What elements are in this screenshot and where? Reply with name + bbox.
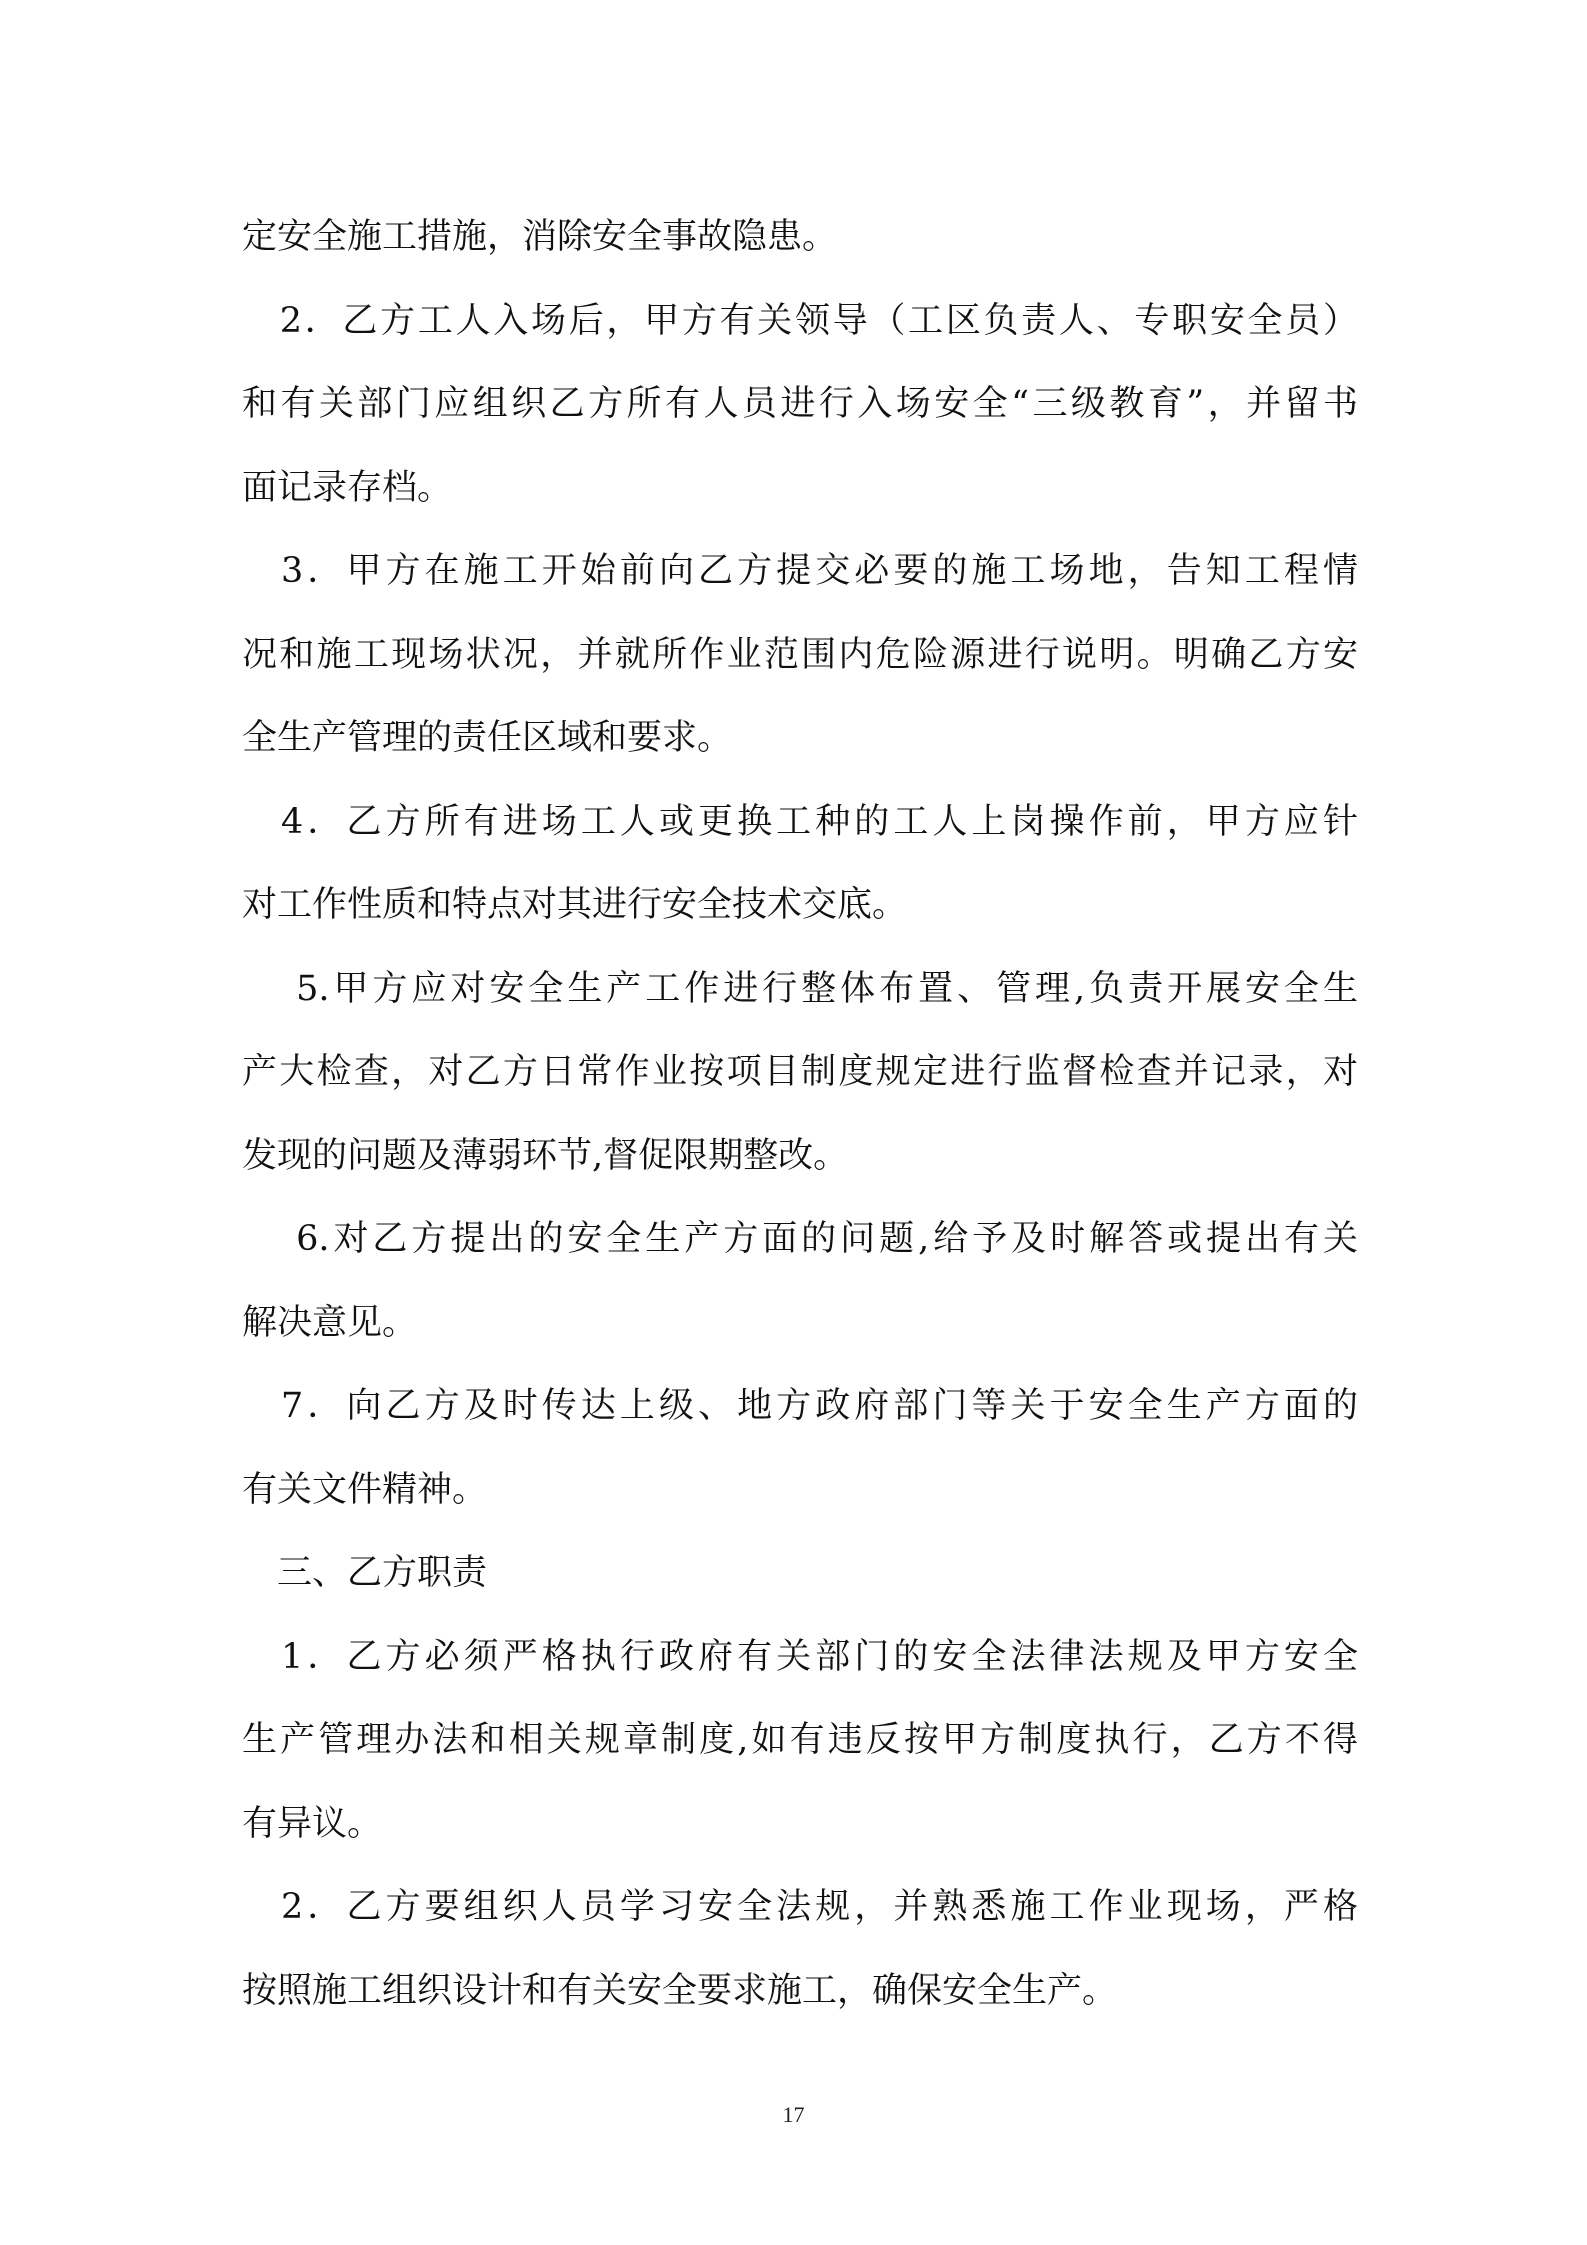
text-line: 有关文件精神。 xyxy=(242,1469,488,1510)
text-line: 定安全施工措施，消除安全事故隐患。 xyxy=(242,217,838,257)
text-line: 6.对乙方提出的安全生产方面的问题,给予及时解答或提出有关 xyxy=(242,1219,1358,1259)
text-line: 1．乙方必须严格执行政府有关部门的安全法律法规及甲方安全 xyxy=(242,1636,1358,1677)
text-line: 发现的问题及薄弱环节,督促限期整改。 xyxy=(242,1135,849,1176)
text-line: 按照施工组织设计和有关安全要求施工，确保安全生产。 xyxy=(242,1970,1118,2011)
text-line: 4．乙方所有进场工人或更换工种的工人上岗操作前，甲方应针 xyxy=(242,801,1358,842)
document-body xyxy=(242,196,1358,2033)
text-line: 3．甲方在施工开始前向乙方提交必要的施工场地，告知工程情 xyxy=(242,551,1358,591)
page-number: 17 xyxy=(782,2102,805,2127)
text-line: 2．乙方工人入场后，甲方有关领导（工区负责人、专职安全员） xyxy=(242,300,1358,341)
text-line: 对工作性质和特点对其进行安全技术交底。 xyxy=(242,885,908,925)
text-line: 2．乙方要组织人员学习安全法规，并熟悉施工作业现场，严格 xyxy=(242,1887,1358,1927)
text-line: 有异议。 xyxy=(242,1803,383,1844)
text-line: 生产管理办法和相关规章制度,如有违反按甲方制度执行，乙方不得 xyxy=(242,1720,1358,1760)
section-heading: 三、乙方职责 xyxy=(242,1553,488,1593)
text-line: 解决意见。 xyxy=(242,1302,418,1343)
text-line: 全生产管理的责任区域和要求。 xyxy=(242,718,733,758)
text-line: 7．向乙方及时传达上级、地方政府部门等关于安全生产方面的 xyxy=(242,1386,1358,1426)
text-line: 况和施工现场状况，并就所作业范围内危险源进行说明。明确乙方安 xyxy=(242,634,1358,675)
text-line: 5.甲方应对安全生产工作进行整体布置、管理,负责开展安全生 xyxy=(242,968,1358,1009)
text-line: 面记录存档。 xyxy=(242,467,453,508)
text-line: 和有关部门应组织乙方所有人员进行入场安全“三级教育”，并留书 xyxy=(242,384,1358,424)
text-line: 产大检查，对乙方日常作业按项目制度规定进行监督检查并记录，对 xyxy=(242,1052,1358,1092)
